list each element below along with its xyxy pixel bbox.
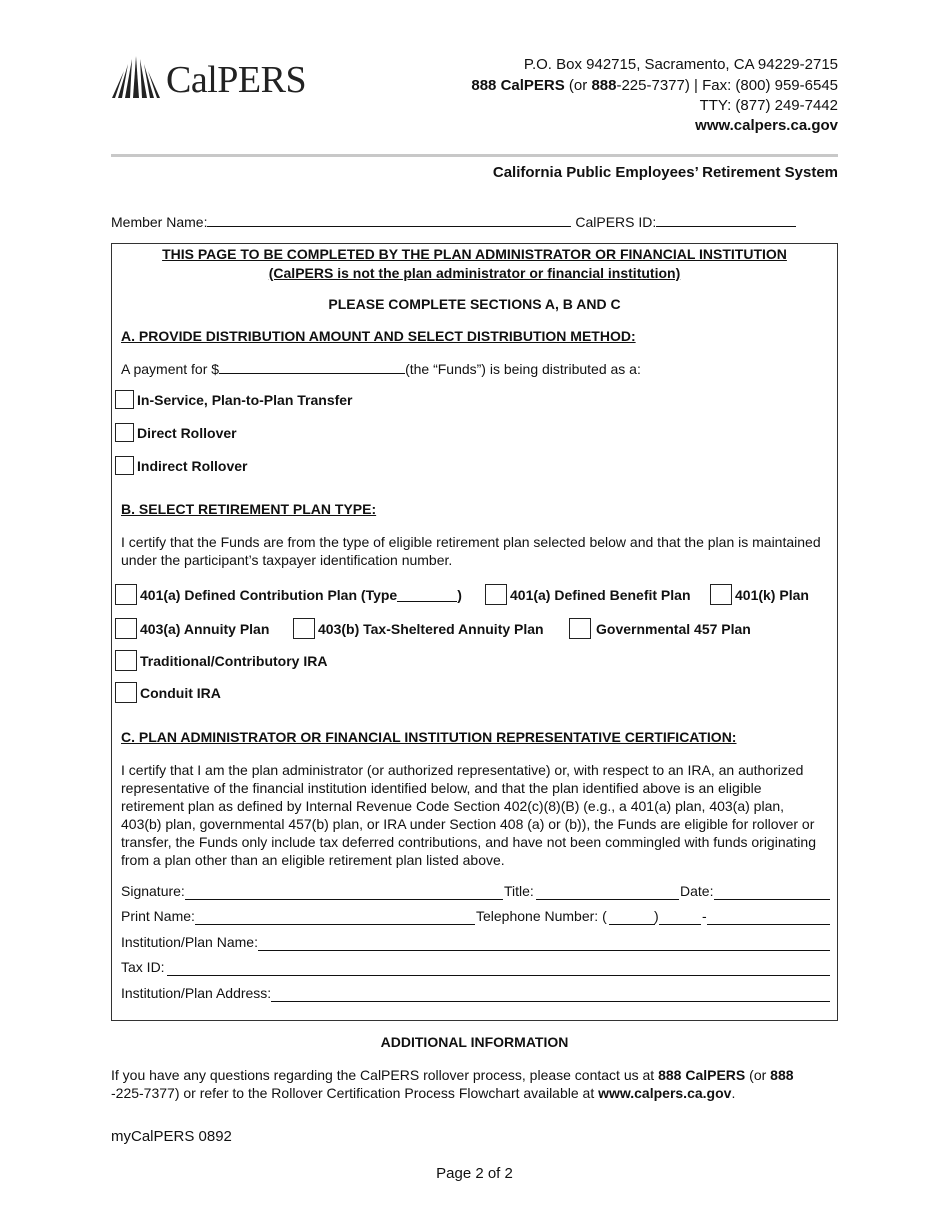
print-name-label: Print Name: — [121, 908, 195, 924]
option-label: 401(a) Defined Contribution Plan (Type — [140, 586, 398, 603]
section-b-title: B. SELECT RETIREMENT PLAN TYPE: — [121, 501, 377, 517]
date-label: Date: — [680, 883, 714, 899]
phone-bold: 888 CalPERS — [471, 77, 565, 94]
payment-prefix: A payment for $ — [121, 361, 220, 377]
signature-label: Signature: — [121, 883, 185, 899]
institution-name-label: Institution/Plan Name: — [121, 934, 258, 950]
checkbox-indirect-rollover[interactable] — [115, 456, 134, 475]
section-c-text: I certify that I am the plan administrator (or authorized representative) or, with respect to an IRA, an authorized representative of the financial institution identified below, and that the plan identified above is an eligible retirement plan as defined by Internal Revenue Code Section 402(c)(8)(B) (e.g., a 401(a) plan, 403(a) plan, 403(b) plan, governmental 457(b) plan, or IRA under Section 408 (a) or (b)), the Funds are eligible for rollover or transfer, the Funds only include tax deferred contributions, and have not been commingled with funds originating from a plan other than an eligible retirement plan listed above. — [121, 762, 816, 868]
checkbox-401a-dc[interactable] — [115, 584, 137, 605]
additional-info-heading: ADDITIONAL INFORMATION — [380, 1034, 569, 1050]
option-indirect-rollover — [115, 456, 247, 475]
date-field[interactable] — [714, 899, 830, 900]
form-number: myCalPERS 0892 — [111, 1128, 232, 1145]
option-gov-457 — [569, 618, 751, 639]
telephone-label: Telephone Number: ( — [476, 908, 607, 924]
option-direct-rollover — [115, 423, 237, 442]
info-text: . — [731, 1085, 736, 1101]
phone-bold-2: 888 — [591, 77, 617, 94]
info-phone: 888 CalPERS — [658, 1067, 746, 1083]
checkbox-gov-457[interactable] — [569, 618, 591, 639]
option-label: In-Service, Plan-to-Plan Transfer — [137, 391, 353, 408]
telephone-area-code-field[interactable] — [609, 924, 655, 925]
telephone-dash: - — [702, 908, 707, 924]
institution-name-field[interactable] — [258, 950, 830, 951]
calpers-logo — [111, 54, 311, 102]
option-label: 403(a) Annuity Plan — [140, 620, 270, 637]
phone-rest: -225-7377) | Fax: (800) 959-6545 — [616, 77, 838, 94]
option-403b — [293, 618, 544, 639]
print-name-field[interactable] — [195, 924, 475, 925]
option-label: 401(k) Plan — [735, 586, 809, 603]
checkbox-direct-rollover[interactable] — [115, 423, 134, 442]
option-403a — [115, 618, 269, 639]
option-label: Traditional/Contributory IRA — [140, 652, 328, 669]
system-name: California Public Employees’ Retirement System — [492, 164, 838, 181]
title-field[interactable] — [536, 899, 679, 900]
signature-field[interactable] — [185, 899, 503, 900]
instruction-heading: PLEASE COMPLETE SECTIONS A, B AND C — [328, 296, 621, 312]
payment-suffix: (the “Funds”) is being distributed as a: — [405, 361, 641, 377]
tax-id-field[interactable] — [167, 975, 830, 976]
info-text: If you have any questions regarding the CalPERS rollover process, please contact us at — [111, 1067, 659, 1083]
checkbox-401k[interactable] — [710, 584, 732, 605]
member-info-line — [111, 212, 796, 230]
option-traditional-ira — [115, 650, 327, 671]
option-label: Direct Rollover — [137, 424, 237, 441]
checkbox-401a-db[interactable] — [485, 584, 507, 605]
header-divider — [111, 154, 838, 157]
option-401a-dc — [115, 584, 462, 605]
info-text: (or — [745, 1067, 771, 1083]
option-label: Conduit IRA — [140, 684, 221, 701]
member-name-label: Member Name: — [111, 214, 208, 230]
calpers-id-label: CalPERS ID: — [575, 214, 657, 230]
payment-line — [121, 359, 641, 377]
option-401a-db — [485, 584, 691, 605]
additional-info-text — [111, 1066, 851, 1102]
box-heading-2: (CalPERS is not the plan administrator or financial institution) — [268, 265, 681, 281]
option-label: Governmental 457 Plan — [596, 620, 751, 637]
checkbox-403b[interactable] — [293, 618, 315, 639]
page-number: Page 2 of 2 — [436, 1165, 513, 1182]
sunburst-logo-icon — [111, 54, 161, 100]
option-conduit-ira — [115, 682, 221, 703]
option-label: 401(a) Defined Benefit Plan — [510, 586, 691, 603]
section-a-title: A. PROVIDE DISTRIBUTION AMOUNT AND SELECT DISTRIBUTION METHOD: — [121, 328, 636, 344]
option-label: Indirect Rollover — [137, 457, 248, 474]
telephone-paren-close: ) — [654, 908, 659, 924]
phone-mid: (or — [564, 77, 592, 94]
member-name-field[interactable] — [207, 212, 571, 227]
option-in-service-transfer — [115, 390, 353, 409]
institution-address-field[interactable] — [271, 1001, 830, 1002]
checkbox-traditional-ira[interactable] — [115, 650, 137, 671]
logo-wordmark: CalPERS — [166, 59, 307, 101]
checkbox-in-service-transfer[interactable] — [115, 390, 134, 409]
checkbox-conduit-ira[interactable] — [115, 682, 137, 703]
box-heading-1: THIS PAGE TO BE COMPLETED BY THE PLAN ADMINISTRATOR OR FINANCIAL INSTITUTION — [162, 246, 787, 262]
website-link[interactable]: www.calpers.ca.gov — [695, 117, 838, 134]
option-label-suffix: ) — [457, 586, 462, 603]
address-line: P.O. Box 942715, Sacramento, CA 94229-2715 — [523, 56, 838, 73]
section-c-title: C. PLAN ADMINISTRATOR OR FINANCIAL INSTITUTION REPRESENTATIVE CERTIFICATION: — [121, 729, 737, 745]
info-text: -225-7377) or refer to the Rollover Certification Process Flowchart available at — [111, 1085, 599, 1101]
option-401k — [710, 584, 809, 605]
checkbox-403a[interactable] — [115, 618, 137, 639]
tax-id-label: Tax ID: — [121, 959, 165, 975]
institution-address-label: Institution/Plan Address: — [121, 985, 272, 1001]
telephone-prefix-field[interactable] — [659, 924, 701, 925]
option-label: 403(b) Tax-Sheltered Annuity Plan — [318, 620, 544, 637]
info-website-link[interactable]: www.calpers.ca.gov — [598, 1085, 732, 1101]
telephone-line-field[interactable] — [707, 924, 830, 925]
title-label: Title: — [504, 883, 534, 899]
calpers-id-field[interactable] — [656, 212, 796, 227]
phone-fax-line — [471, 77, 838, 94]
info-phone: 888 — [770, 1067, 794, 1083]
payment-amount-field[interactable] — [219, 359, 405, 374]
tty-line: TTY: (877) 249-7442 — [699, 97, 838, 114]
plan-type-field[interactable] — [397, 587, 457, 602]
section-b-text: I certify that the Funds are from the type of eligible retirement plan selected below and that the plan is maintained under the participant’s taxpayer identification number. — [121, 534, 821, 568]
